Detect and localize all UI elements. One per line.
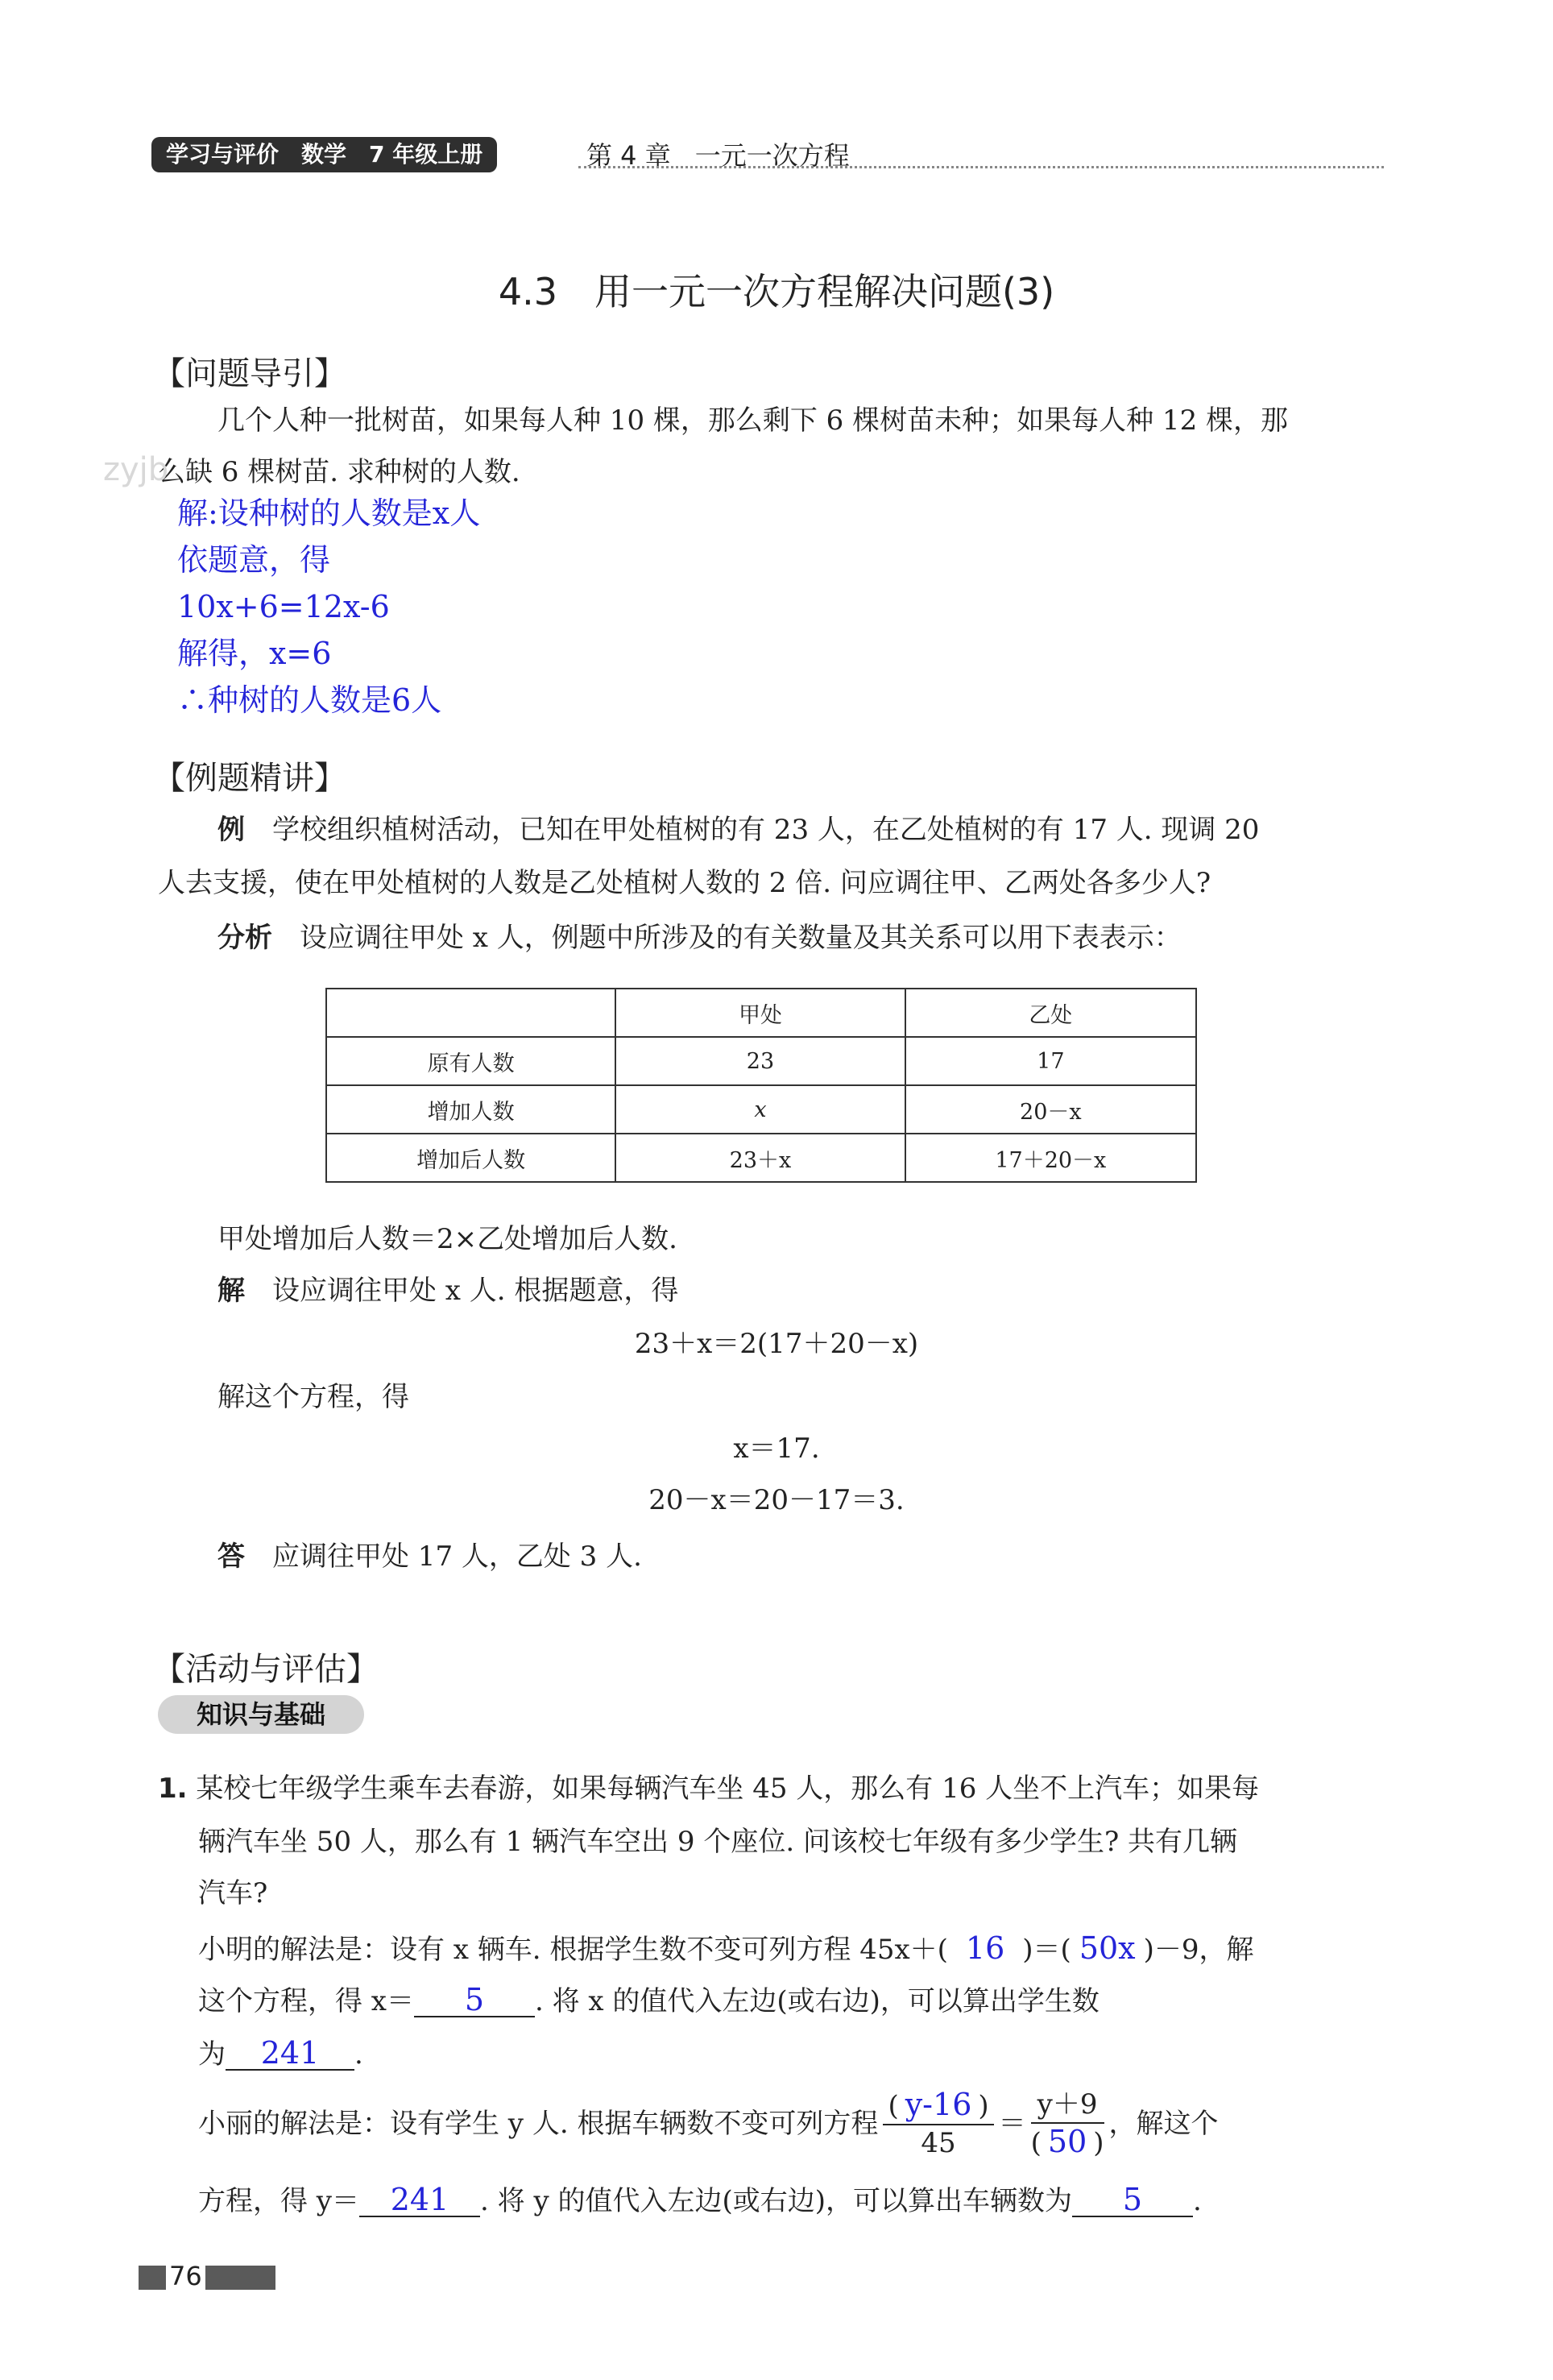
question-1-line2: 辆汽车坐 50 人，那么有 1 辆汽车空出 9 个座位. 问该校七年级有多少学生? 共有几辆	[198, 1826, 1238, 1858]
li-solution-line1: 小丽的解法是：设有学生 y 人. 根据车辆数不变可列方程 $\frac{( y-16 )}{45}$ ＝ $\frac{y+9}{( 50 )}$ ，解这个	[198, 2087, 1219, 2159]
answer-fill: 50	[1047, 2124, 1087, 2159]
table-row	[326, 1085, 1196, 1134]
solution-label: 解	[217, 1275, 245, 1307]
answer-fill: y-16	[905, 2087, 972, 2122]
book-title-badge: 学习与评价 数学 7 年级上册	[151, 137, 497, 172]
table-row	[326, 1037, 1196, 1085]
analysis-text: 分析 设应调往甲处 x 人，例题中所涉及的有关数量及其关系可以用下表表示：	[217, 922, 1182, 954]
solve-text: 解这个方程，得	[217, 1381, 409, 1413]
answer-blank: 5	[1072, 2183, 1193, 2217]
guide-answer-line: 10x+6=12x-6	[177, 589, 390, 624]
table-cell: 23	[615, 1037, 905, 1085]
table-cell: 17	[905, 1037, 1196, 1085]
question-1-line3: 汽车?	[198, 1877, 268, 1909]
result-remaining: 20－x＝20－17＝3.	[648, 1484, 905, 1516]
solution-intro: 解 设应调往甲处 x 人. 根据题意，得	[217, 1275, 679, 1307]
example-answer: 答 应调往甲处 17 人，乙处 3 人.	[217, 1540, 642, 1573]
knowledge-badge: 知识与基础	[158, 1695, 364, 1734]
question-number: 1.	[158, 1773, 188, 1805]
answer-fill: 16	[965, 1930, 1005, 1966]
example-text-line1: 例 学校组织植树活动，已知在甲处植树的有 23 人，在乙处植树的有 17 人. 现调 20	[217, 814, 1260, 846]
table-header-row	[326, 989, 1196, 1037]
table-cell: 乙处	[905, 989, 1196, 1037]
guide-heading: 【问题导引】	[153, 355, 346, 392]
guide-answer-line: 依题意，得	[177, 542, 331, 578]
fraction: $\frac{( y-16 )}{45}$	[883, 2087, 993, 2161]
table-cell: 甲处	[615, 989, 905, 1037]
page-number: 76	[166, 2261, 205, 2291]
table-row	[326, 1134, 1196, 1182]
table-cell	[326, 989, 615, 1037]
example-heading: 【例题精讲】	[153, 760, 346, 797]
table-cell: 增加人数	[326, 1085, 615, 1134]
guide-answer-line: ∴种树的人数是6人	[177, 682, 442, 718]
ming-solution-line3: 为 241 .	[198, 2035, 363, 2071]
fraction: $\frac{y+9}{( 50 )}$	[1030, 2088, 1104, 2159]
answer-blank: 241	[359, 2183, 480, 2217]
relation-text: 甲处增加后人数＝2×乙处增加后人数.	[217, 1223, 677, 1255]
table-cell: x	[615, 1085, 905, 1134]
chapter-title: 一元一次方程	[694, 140, 850, 171]
analysis-table	[325, 988, 1197, 1183]
table-cell: 20－x	[905, 1085, 1196, 1134]
guide-answer-line: 解得，x=6	[177, 636, 332, 671]
answer-blank: 5	[414, 1984, 535, 2017]
answer-label: 答	[217, 1540, 245, 1573]
guide-problem-line1: 几个人种一批树苗，如果每人种 10 棵，那么剩下 6 棵树苗未种；如果每人种 12 棵，那	[217, 404, 1289, 437]
guide-problem-line2: 么缺 6 棵树苗. 求种树的人数.	[158, 456, 520, 488]
table-cell: 原有人数	[326, 1037, 615, 1085]
question-1-line1: 1. 某校七年级学生乘车去春游，如果每辆汽车坐 45 人，那么有 16 人坐不上汽车；如果每	[158, 1773, 1260, 1805]
ming-solution-line2: 这个方程，得 x＝ 5 . 将 x 的值代入左边(或右边)，可以算出学生数	[198, 1982, 1100, 2017]
answer-blank: 241	[226, 2037, 354, 2071]
activity-heading: 【活动与评估】	[153, 1651, 379, 1688]
header-divider	[578, 166, 1384, 168]
watermark: zyjb	[103, 451, 169, 488]
li-solution-line2: 方程，得 y＝ 241 . 将 y 的值代入左边(或右边)，可以算出车辆数为 5 .	[198, 2182, 1202, 2217]
section-title: 4.3 用一元一次方程解决问题(3)	[498, 270, 1055, 313]
answer-fill: 50x	[1079, 1930, 1136, 1966]
table-cell: 增加后人数	[326, 1134, 615, 1182]
table-cell: 23＋x	[615, 1134, 905, 1182]
result-x: x＝17.	[733, 1433, 820, 1465]
page-number-bar	[139, 2266, 275, 2290]
ming-solution-line1: 小明的解法是：设有 x 辆车. 根据学生数不变可列方程 45x＋( 16 )＝( 50x )－9，解	[198, 1930, 1254, 1966]
example-text-line2: 人去支援，使在甲处植树的人数是乙处植树人数的 2 倍. 问应调往甲、乙两处各多少人?	[158, 867, 1211, 899]
analysis-label: 分析	[217, 922, 272, 954]
solution-equation: 23＋x＝2(17＋20－x)	[634, 1328, 919, 1360]
guide-answer-line: 解:设种树的人数是x人	[177, 495, 481, 531]
example-label: 例	[217, 814, 245, 846]
chapter-number: 第 4 章	[586, 140, 671, 171]
table-cell: 17＋20－x	[905, 1134, 1196, 1182]
